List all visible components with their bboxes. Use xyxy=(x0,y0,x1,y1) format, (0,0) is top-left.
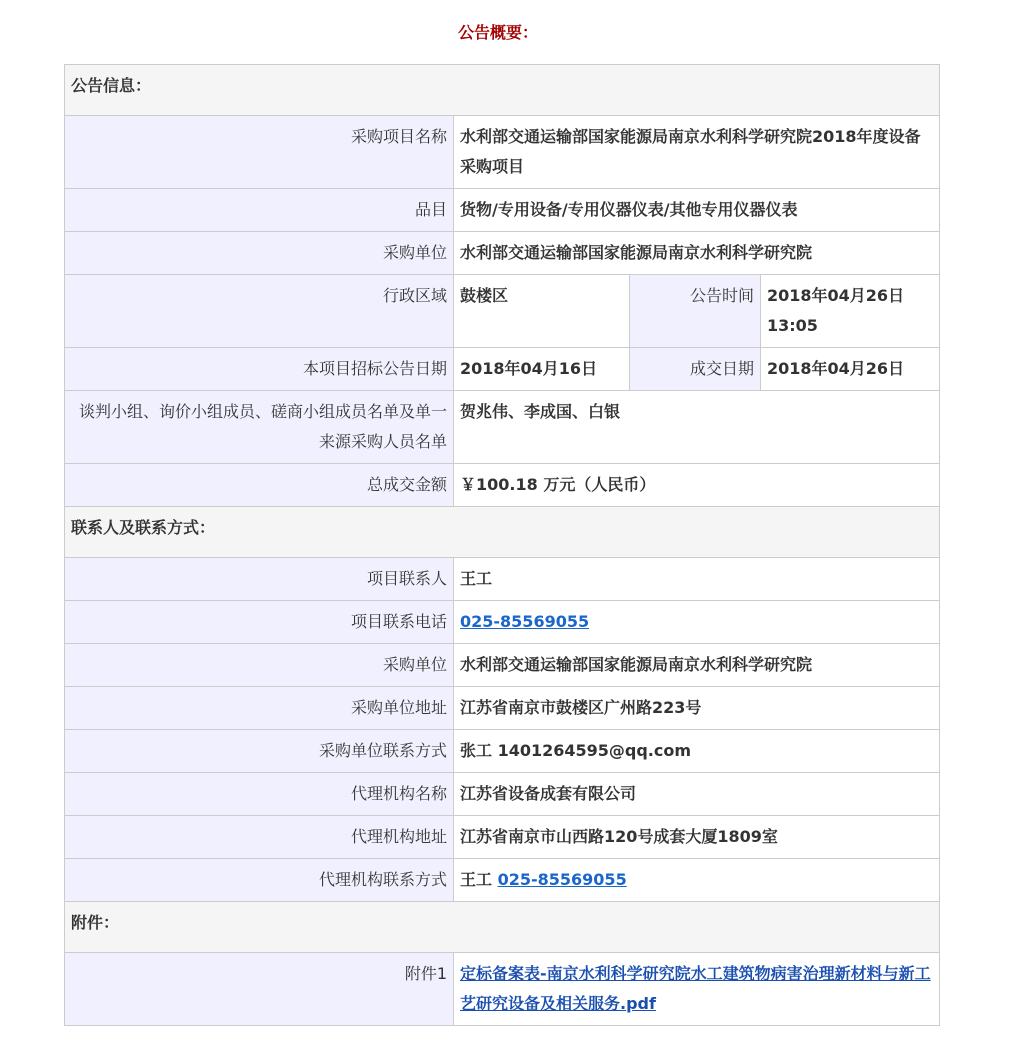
section-header-announcement: 公告信息： xyxy=(65,65,940,116)
value-agency-contact-cell xyxy=(454,859,940,902)
row-project-contact xyxy=(65,558,940,601)
row-attachment-1 xyxy=(65,953,940,1026)
row-panel xyxy=(65,391,940,464)
row-region-time xyxy=(65,275,940,348)
label-project-contact: 项目联系人 xyxy=(65,558,454,601)
row-project-phone xyxy=(65,601,940,644)
value-project-contact: 王工 xyxy=(454,558,940,601)
label-category: 品目 xyxy=(65,189,454,232)
label-deal-date: 成交日期 xyxy=(630,348,761,391)
value-panel: 贺兆伟、李成国、白银 xyxy=(454,391,940,464)
value-region: 鼓楼区 xyxy=(454,275,630,348)
label-project-phone: 项目联系电话 xyxy=(65,601,454,644)
label-panel: 谈判小组、询价小组成员、磋商小组成员名单及单一来源采购人员名单 xyxy=(65,391,454,464)
label-attachment-1: 附件1 xyxy=(65,953,454,1026)
value-agency-name: 江苏省设备成套有限公司 xyxy=(454,773,940,816)
row-buyer-address xyxy=(65,687,940,730)
row-buyer-contact xyxy=(65,730,940,773)
value-buyer-contact: 张工 1401264595@qq.com xyxy=(454,730,940,773)
value-deal-date: 2018年04月26日 xyxy=(761,348,940,391)
label-agency-name: 代理机构名称 xyxy=(65,773,454,816)
value-buyer: 水利部交通运输部国家能源局南京水利科学研究院 xyxy=(454,232,940,275)
row-total xyxy=(65,464,940,507)
value-attachment-1-cell xyxy=(454,953,940,1026)
agency-phone-link[interactable]: 025-85569055 xyxy=(497,870,627,889)
label-total: 总成交金额 xyxy=(65,464,454,507)
agency-contact-name: 王工 xyxy=(460,870,493,889)
label-tender-date: 本项目招标公告日期 xyxy=(65,348,454,391)
label-buyer-address: 采购单位地址 xyxy=(65,687,454,730)
row-agency-contact xyxy=(65,859,940,902)
row-buyer xyxy=(65,232,940,275)
section-row-contact xyxy=(65,507,940,558)
section-row-announcement xyxy=(65,65,940,116)
value-agency-address: 江苏省南京市山西路120号成套大厦1809室 xyxy=(454,816,940,859)
section-header-attachments: 附件： xyxy=(65,902,940,953)
section-header-contact: 联系人及联系方式： xyxy=(65,507,940,558)
value-category: 货物/专用设备/专用仪器仪表/其他专用仪器仪表 xyxy=(454,189,940,232)
label-project-name: 采购项目名称 xyxy=(65,116,454,189)
row-project-name xyxy=(65,116,940,189)
summary-title: 公告概要： xyxy=(457,23,538,42)
value-project-phone-cell xyxy=(454,601,940,644)
value-tender-date: 2018年04月16日 xyxy=(454,348,630,391)
label-contact-buyer: 采购单位 xyxy=(65,644,454,687)
label-buyer-contact: 采购单位联系方式 xyxy=(65,730,454,773)
value-project-name: 水利部交通运输部国家能源局南京水利科学研究院2018年度设备采购项目 xyxy=(454,116,940,189)
label-agency-address: 代理机构地址 xyxy=(65,816,454,859)
announcement-summary-table xyxy=(64,64,940,1026)
value-publish-time: 2018年04月26日 13:05 xyxy=(761,275,940,348)
row-agency-address xyxy=(65,816,940,859)
value-total: ￥100.18 万元（人民币） xyxy=(454,464,940,507)
label-agency-contact: 代理机构联系方式 xyxy=(65,859,454,902)
label-region: 行政区域 xyxy=(65,275,454,348)
section-row-attachments xyxy=(65,902,940,953)
row-category xyxy=(65,189,940,232)
row-contact-buyer xyxy=(65,644,940,687)
value-buyer-address: 江苏省南京市鼓楼区广州路223号 xyxy=(454,687,940,730)
value-contact-buyer: 水利部交通运输部国家能源局南京水利科学研究院 xyxy=(454,644,940,687)
label-buyer: 采购单位 xyxy=(65,232,454,275)
row-agency-name xyxy=(65,773,940,816)
label-publish-time: 公告时间 xyxy=(630,275,761,348)
row-dates xyxy=(65,348,940,391)
attachment-1-link[interactable]: 定标备案表-南京水利科学研究院水工建筑物病害治理新材料与新工艺研究设备及相关服务.pdf xyxy=(460,964,931,1013)
project-phone-link[interactable]: 025-85569055 xyxy=(460,612,590,631)
